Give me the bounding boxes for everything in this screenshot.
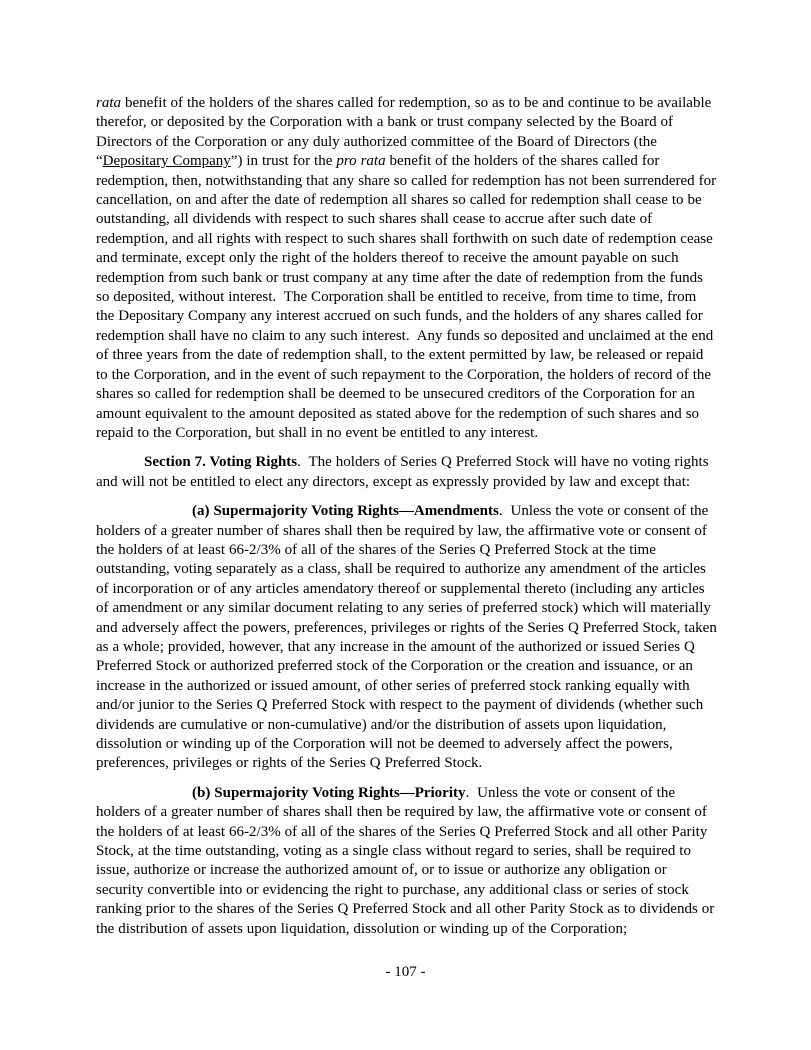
- page-number: - 107 -: [385, 964, 426, 980]
- text-run-bold: (b) Supermajority Voting Rights—Priority: [192, 784, 466, 801]
- text-run-normal: ”) in trust for the: [230, 153, 337, 170]
- text-run-normal: benefit of the holders of the shares called for redemption, so as to be and continue to be available therefor, or deposited by the Corporation with a bank or trust company selected by the Board of Directors of the Corporation or any duly authorized committee of the Board of Directors (the “: [96, 95, 716, 170]
- section-7-voting-rights-paragraph: [96, 453, 718, 492]
- text-run-underline: Depositary Company: [102, 153, 231, 170]
- text-run-normal: . The holders of Series Q Preferred Stock will have no voting rights and will not be entitled to elect any directors, except as expressly provided by law and except that:: [96, 454, 713, 490]
- redemption-deposit-paragraph: [96, 94, 721, 443]
- text-run-italic: pro rata: [336, 153, 386, 170]
- text-run-normal: . Unless the vote or consent of the holders of a greater number of shares shall then be required by law, the affirmative vote or consent of the holders of at least 66-2/3% of all of the shares of the Series Q Preferred Stock at the time outstanding, voting separately as a class, shall be required to authorize any amendment of the articles of incorporation or of any articles amendatory thereof or supplemental thereto (including any articles of amendment or any similar document relating to any series of preferred stock) which will materially and adversely affect the powers, preferences, privileges or rights of the Series Q Preferred Stock, taken as a whole; provided, however, that any increase in the amount of the authorized or issued Series Q Preferred Stock or authorized preferred stock of the Corporation or the creation and issuance, or an increase in the authorized or issued amount, of other series of preferred stock ranking equally with and/or junior to the Series Q Preferred Stock with respect to the payment of dividends (whether such dividends are cumulative or non-cumulative) and/or the distribution of assets upon liquidation, dissolution or winding up of the Corporation will not be deemed to adversely affect the powers, preferences, privileges or rights of the Series Q Preferred Stock.: [96, 503, 721, 772]
- text-run-bold: Section 7. Voting Rights: [144, 454, 298, 471]
- text-run-bold: (a) Supermajority Voting Rights—Amendments: [192, 503, 499, 520]
- text-run-normal: . Unless the vote or consent of the holders of a greater number of shares shall then be required by law, the affirmative vote or consent of the holders of at least 66-2/3% of all of the shares of the Series Q Preferred Stock and all other Parity Stock, at the time outstanding, voting as a single class without regard to series, shall be required to issue, authorize or increase the authorized amount of, or to issue or authorize any obligation or security convertible into or evidencing the right to purchase, any additional class or series of stock ranking prior to the shares of the Series Q Preferred Stock and all other Parity Stock as to dividends or the distribution of assets upon liquidation, dissolution or winding up of the Corporation;: [96, 784, 719, 937]
- document-body: [96, 94, 721, 949]
- supermajority-priority-paragraph: [96, 784, 718, 939]
- supermajority-amendments-paragraph: [96, 502, 721, 774]
- text-run-normal: benefit of the holders of the shares called for redemption, then, notwithstanding that any share so called for redemption has not been surrendered for cancellation, on and after the date of redemption all shares so called for redemption shall cease to be outstanding, all dividends with respect to such shares shall cease to accrue after such date of redemption, and all rights with respect to such shares shall forthwith on such date of redemption cease and terminate, except only the right of the holders thereof to receive the amount payable on such redemption from such bank or trust company at any time after the date of redemption from the funds so deposited, without interest. The Corporation shall be entitled to receive, from time to time, from the Depositary Company any interest accrued on such funds, and the holders of any shares called for redemption shall have no claim to any such interest. Any funds so deposited and unclaimed at the end of three years from the date of redemption shall, to the extent permitted by law, be released or repaid to the Corporation, and in the event of such repayment to the Corporation, the holders of record of the shares so called for redemption shall be deemed to be unsecured creditors of the Corporation for an amount equivalent to the amount deposited as stated above for the redemption of such shares and so repaid to the Corporation, but shall in no event be entitled to any interest.: [96, 153, 721, 441]
- text-run-italic: rata: [96, 95, 122, 111]
